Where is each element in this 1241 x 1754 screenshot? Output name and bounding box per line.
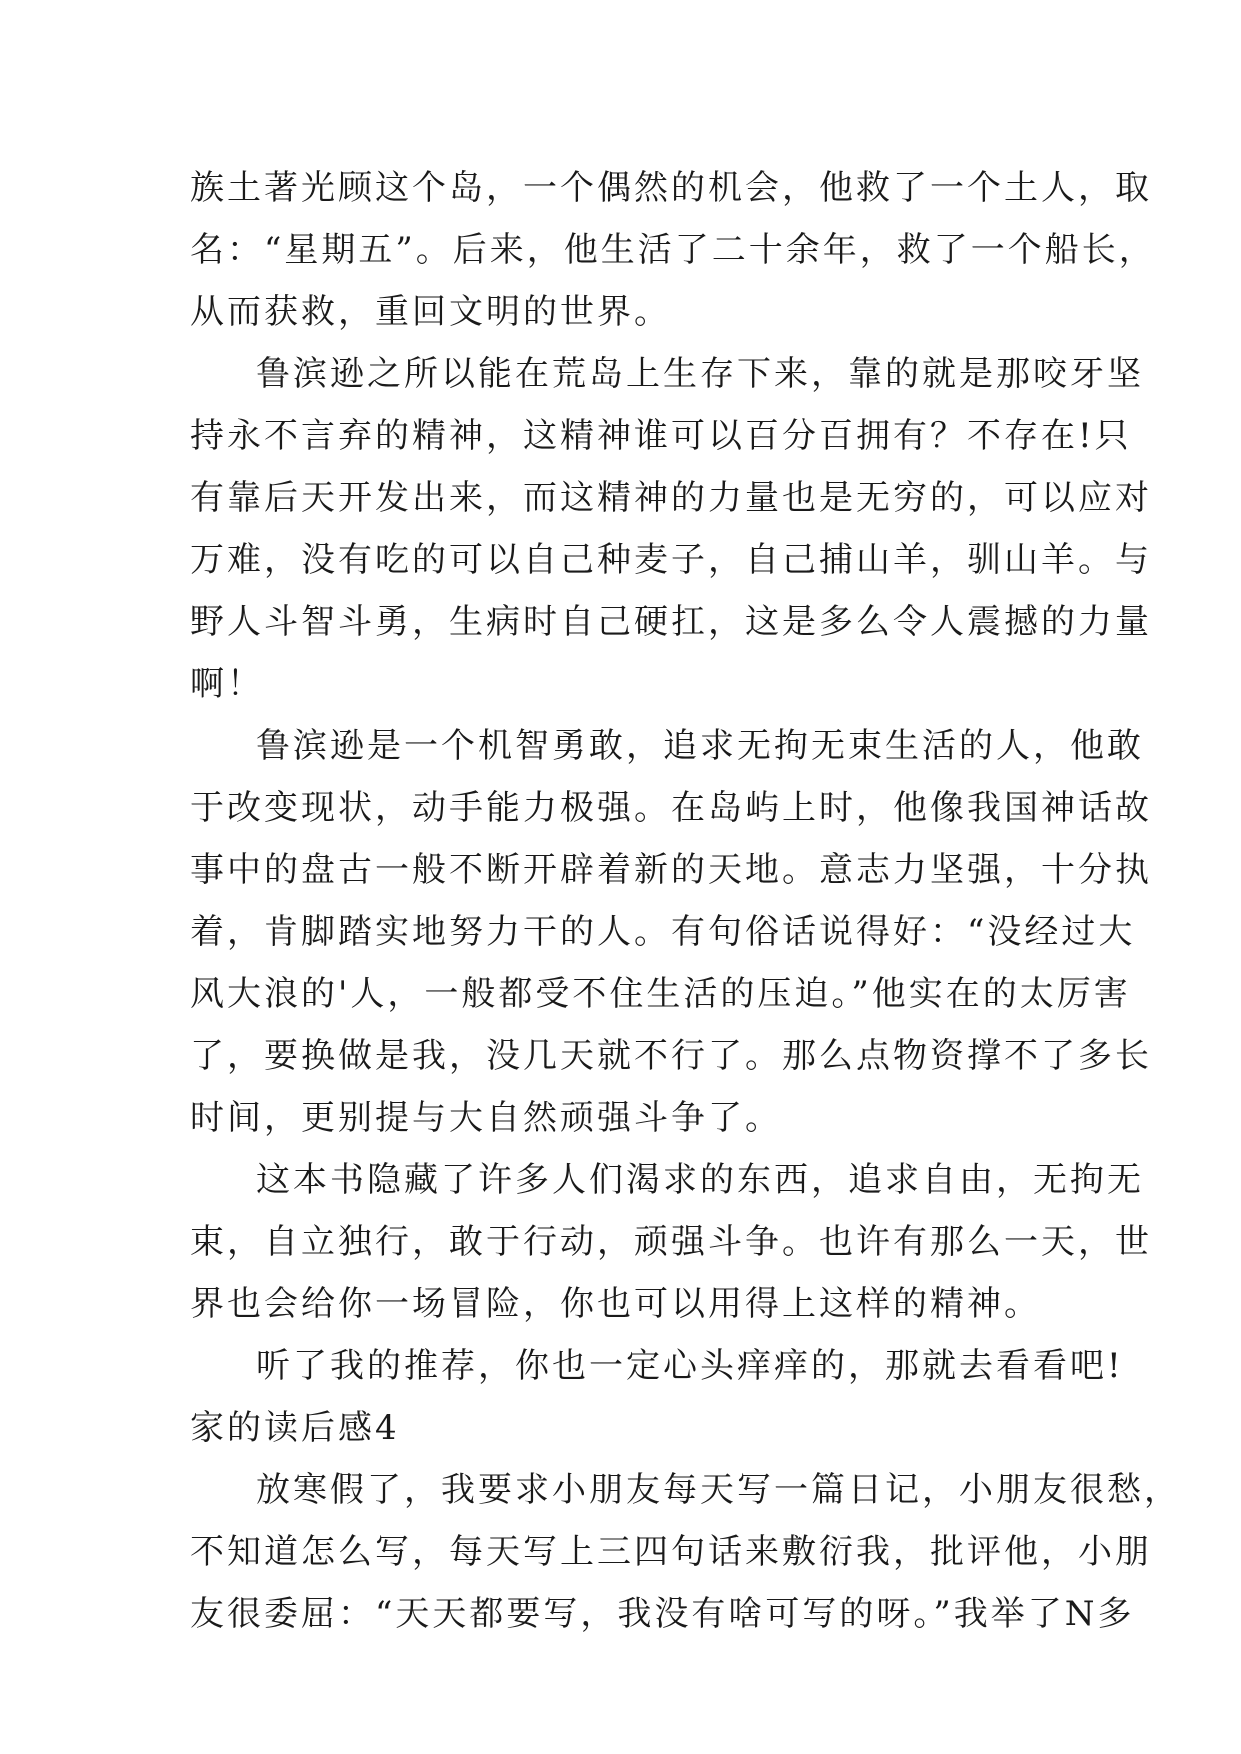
- paragraph-first-line: 鲁滨逊之所以能在荒岛上生存下来，靠的就是那咬牙坚: [256, 354, 1144, 394]
- text-line: 友很委屈：“天天都要写，我没有啥可写的呀。”我举了N多: [190, 1594, 1135, 1634]
- text-line: 事中的盘古一般不断开辟着新的天地。意志力坚强，十分执: [190, 850, 1152, 890]
- text-line: 野人斗智斗勇，生病时自己硬扛，这是多么令人震撼的力量: [190, 602, 1152, 642]
- document-body: [190, 157, 1181, 1645]
- text-line: 持永不言弃的精神，这精神谁可以百分百拥有？不存在!只: [190, 416, 1132, 456]
- paragraph-first-line: 这本书隐藏了许多人们渴求的东西，追求自由，无拘无: [256, 1160, 1144, 1200]
- text-line: 从而获救，重回文明的世界。: [190, 292, 671, 332]
- text-line: 名：“星期五”。后来，他生活了二十余年，救了一个船长，: [190, 230, 1156, 270]
- text-line: 有靠后天开发出来，而这精神的力量也是无穷的，可以应对: [190, 478, 1152, 518]
- text-line: 着，肯脚踏实地努力干的人。有句俗话说得好：“没经过大: [190, 912, 1136, 952]
- text-line: 束，自立独行，敢于行动，顽强斗争。也许有那么一天，世: [190, 1222, 1152, 1262]
- paragraph-first-line: 放寒假了，我要求小朋友每天写一篇日记，小朋友很愁，: [256, 1470, 1181, 1510]
- text-line: 时间，更别提与大自然顽强斗争了。: [190, 1098, 782, 1138]
- paragraph-first-line: 鲁滨逊是一个机智勇敢，追求无拘无束生活的人，他敢: [256, 726, 1144, 766]
- text-line: 界也会给你一场冒险，你也可以用得上这样的精神。: [190, 1284, 1041, 1324]
- paragraph-first-line: 听了我的推荐，你也一定心头痒痒的，那就去看看吧!: [256, 1346, 1124, 1386]
- section-heading: 家的读后感4: [190, 1408, 400, 1448]
- text-line: 风大浪的'人，一般都受不住生活的压迫。”他实在的太厉害: [190, 974, 1131, 1014]
- text-line: 万难，没有吃的可以自己种麦子，自己捕山羊，驯山羊。与: [190, 540, 1152, 580]
- text-line: 于改变现状，动手能力极强。在岛屿上时，他像我国神话故: [190, 788, 1152, 828]
- text-line: 啊！: [190, 664, 264, 704]
- text-line: 了，要换做是我，没几天就不行了。那么点物资撑不了多长: [190, 1036, 1152, 1076]
- text-line: 族土著光顾这个岛，一个偶然的机会，他救了一个土人，取: [190, 168, 1152, 208]
- text-line: 不知道怎么写，每天写上三四句话来敷衍我，批评他，小朋: [190, 1532, 1152, 1572]
